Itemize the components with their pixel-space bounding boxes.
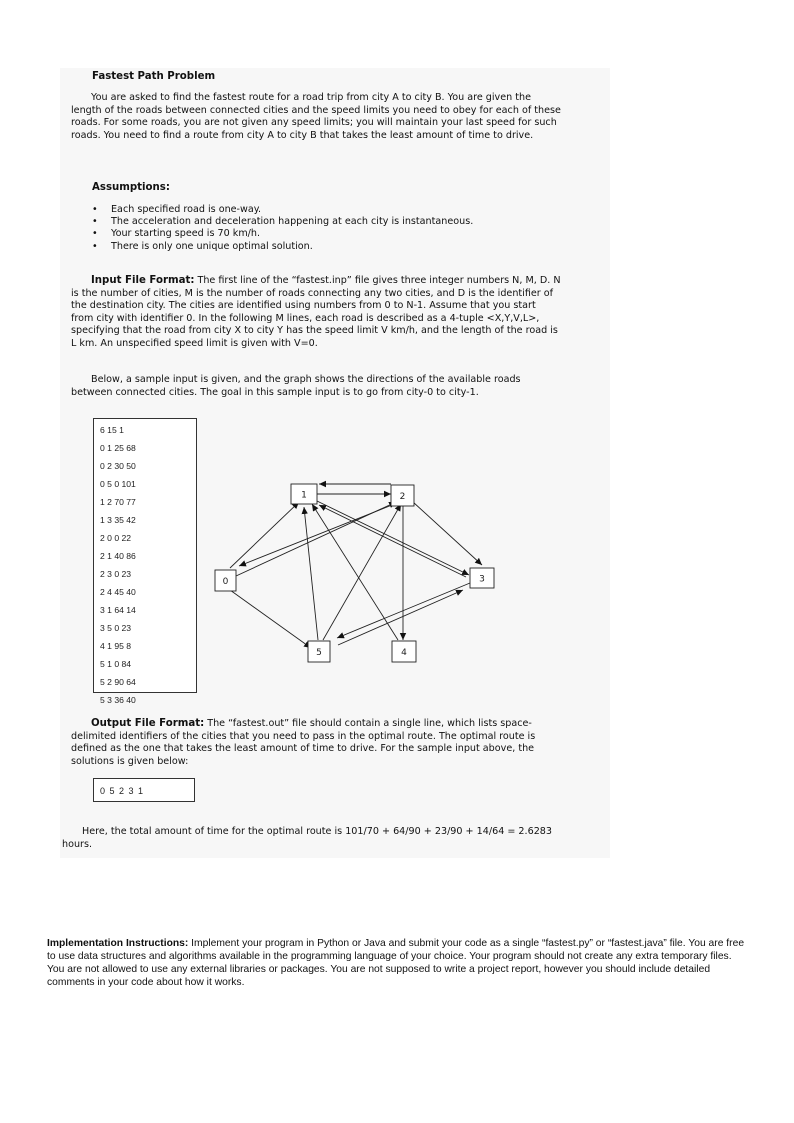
sample-input-line: 5 3 36 40 <box>100 695 136 705</box>
edge-5-2 <box>323 504 401 640</box>
edge-4-1 <box>312 504 398 640</box>
sample-input-line: 0 1 25 68 <box>100 443 136 453</box>
edge-0-5 <box>230 590 311 648</box>
sample-input-line: 3 1 64 14 <box>100 605 136 615</box>
edge-5-1 <box>304 507 318 640</box>
implementation-text: Implement your program in Python or Java and submit your code as a single “fastest.py” or “fastest.java” file. You are free to use data structures and algorithms available in the programming language of your choice. Your program should not create any extra temporary files. You are not allowed to use any external libraries or packages. You are not supposed to write a project report, however you should include detailed comments in your code about how it works. <box>47 938 745 988</box>
city-node <box>470 568 494 588</box>
sample-intro-paragraph: Below, a sample input is given, and the graph shows the directions of the available roads between connected cities. The goal in this sample input is to go from city-0 to city-1. <box>71 374 521 398</box>
sample-input-line: 5 1 0 84 <box>100 659 132 669</box>
sample-input-line: 0 5 0 101 <box>100 479 136 489</box>
city-node <box>215 570 236 591</box>
edge-3-5 <box>337 583 470 638</box>
assumption-item: • Each specified road is one-way. <box>92 204 552 216</box>
city-node <box>308 641 330 662</box>
edge-2-3 <box>413 502 482 565</box>
assumption-item: • The acceleration and deceleration happening at each city is instantaneous. <box>92 216 552 228</box>
edge-2-0 <box>239 505 392 566</box>
assumptions-heading: Assumptions: <box>92 182 170 193</box>
sample-input-line: 3 5 0 23 <box>100 623 132 633</box>
edge-3-1 <box>319 505 466 577</box>
sample-input-line: 2 4 45 40 <box>100 587 136 597</box>
sample-input-line: 4 1 95 8 <box>100 641 132 651</box>
implementation-paragraph <box>47 937 747 989</box>
edge-1-3 <box>317 501 469 575</box>
page-title: Fastest Path Problem <box>92 71 216 82</box>
city-node <box>392 641 416 662</box>
output-format-heading: Output File Format: <box>91 718 205 729</box>
sample-input-line: 2 0 0 22 <box>100 533 132 543</box>
edge-5-3 <box>338 590 463 645</box>
sample-input-line: 5 2 90 64 <box>100 677 136 687</box>
city-node <box>291 484 317 504</box>
city-node-label: 4 <box>401 648 407 658</box>
sample-input-line: 1 2 70 77 <box>100 497 136 507</box>
sample-input-line: 2 1 40 86 <box>100 551 136 561</box>
sample-input-line: 0 2 30 50 <box>100 461 136 471</box>
explanation-paragraph: Here, the total amount of time for the optimal route is 101/70 + 64/90 + 23/90 + 14/64 = 2.6283 hours. <box>62 826 553 850</box>
city-node <box>391 485 414 506</box>
assumption-item: • There is only one unique optimal solution. <box>92 241 552 253</box>
city-node-label: 0 <box>222 577 229 587</box>
sample-input-line: 2 3 0 23 <box>100 569 132 579</box>
sample-output-box: 0 5 2 3 1 <box>93 778 195 802</box>
city-node-label: 5 <box>316 648 322 658</box>
city-node-label: 1 <box>301 490 307 501</box>
intro-paragraph: You are asked to find the fastest route for a road trip from city A to city B. You are given the length of the roads between connected cities and the speed limits you need to obey for each of these roads. For some roads, you are not given any speed limits; you will maintain your last speed for such roads. You need to find a route from city A to city B that takes the least amount of time to drive. <box>71 92 561 141</box>
sample-input-line: 6 15 1 <box>100 425 124 435</box>
edge-0-1 <box>230 502 299 568</box>
input-format-text: The first line of the “fastest.inp” file gives three integer numbers N, M, D. N is the number of cities, M is the number of roads connecting any two cities, and D is the identifier of the destination city. The cities are identified using numbers from 0 to N-1. Assume that you start from city with identifier 0. In the following M lines, each road is described as a 4-tuple <X,Y,V,L>, specifying that the road from city X to city Y has the speed limit V km/h, and the length of the road is L km. An unspecified speed limit is given with V=0. <box>71 275 561 349</box>
city-node-label: 2 <box>399 492 406 502</box>
city-node-label: 3 <box>479 574 485 585</box>
implementation-heading: Implementation Instructions: <box>47 938 189 949</box>
input-format-heading: Input File Format: <box>91 275 195 286</box>
sample-input-line: 1 3 35 42 <box>100 515 136 525</box>
assumption-item: • Your starting speed is 70 km/h. <box>92 228 552 240</box>
output-format-paragraph <box>71 718 561 768</box>
output-format-text: The “fastest.out” file should contain a single line, which lists space-delimited identifiers of the cities that you need to pass in the optimal route. The optimal route is defined as the one that takes the least amount of time to drive. For the sample input above, the solutions is given below: <box>71 718 536 767</box>
